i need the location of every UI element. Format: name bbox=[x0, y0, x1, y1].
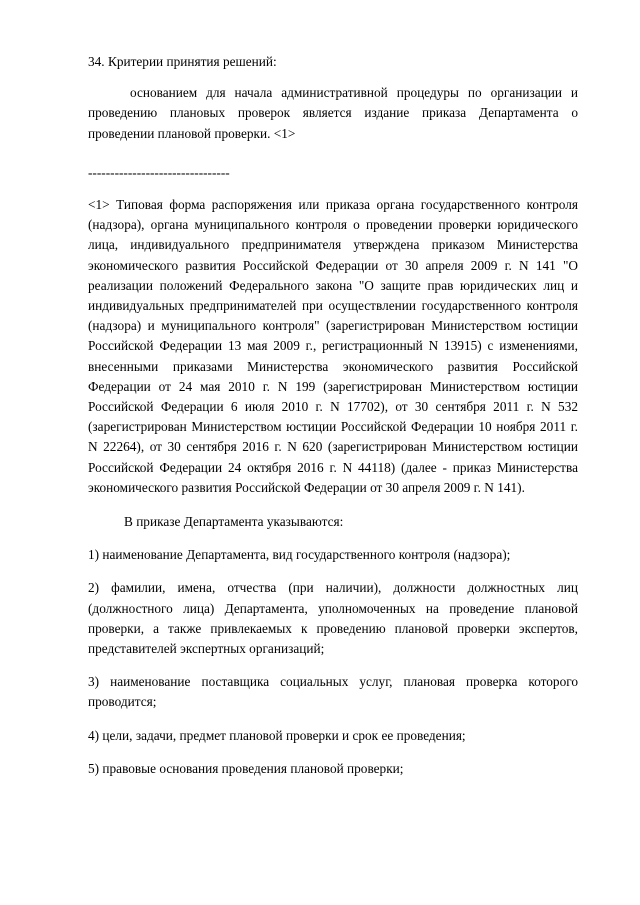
footnote-divider: -------------------------------- bbox=[88, 164, 230, 180]
paragraph-order-intro: В приказе Департамента указываются: bbox=[124, 514, 344, 530]
paragraph-item-1: 1) наименование Департамента, вид государственного контроля (надзора); bbox=[88, 547, 511, 563]
paragraph-item-4: 4) цели, задачи, предмет плановой проверки и срок ее проведения; bbox=[88, 727, 466, 743]
paragraph-criteria-heading: 34. Критерии принятия решений: bbox=[88, 54, 277, 69]
paragraph-footnote-1: <1> Типовая форма распоряжения или приказа органа государственного контроля (надзора), органа муниципального контроля о проведении проверки юридического лица, индивидуального предпринимателя утверждена приказом Министерства экономического развития Российской Федерации от 30 апреля 2009 г. N 141 "О реализации положений Федерального закона "О защите прав юридических лиц и индивидуальных предпринимателей при осуществлении государственного контроля (надзора) и муниципального контроля" (зарегистрирован Министерством юстиции Российской Федерации 13 мая 2009 г., регистрационный N 13915) с изменениями, внесенными приказами Министерства экономического развития Российской Федерации от 24 мая 2010 г. N 199 (зарегистрирован Министерством юстиции Российской Федерации 6 июля 2010 г. N 17702), от 30 сентября 2011 г. N 532 (зарегистрирован Министерством юстиции Российской Федерации 10 ноября 2011 г. N 22264), от 30 сентября 2016 г. N 620 (зарегистрирован Министерством юстиции Российской Федерации 24 октября 2016 г. N 44118) (далее - приказ Министерства экономического развития Российской Федерации от 30 апреля 2009 г. N 141). bbox=[88, 197, 579, 495]
paragraph-item-2: 2) фамилии, имена, отчества (при наличии), должности должностных лиц (должностного лица) Департамента, уполномоченных на проведение плановой проверки, а также привлекаемых к проведению плановой проверки экспертов, представителей экспертных организаций; bbox=[88, 580, 578, 657]
paragraph-item-3: 3) наименование поставщика социальных услуг, плановая проверка которого проводится; bbox=[88, 674, 578, 710]
paragraph-criteria-body: основанием для начала административной процедуры по организации и проведению плановых проверок является издание приказа Департамента о проведении плановой проверки. <1> bbox=[88, 85, 578, 141]
paragraph-item-5: 5) правовые основания проведения плановой проверки; bbox=[88, 760, 404, 776]
